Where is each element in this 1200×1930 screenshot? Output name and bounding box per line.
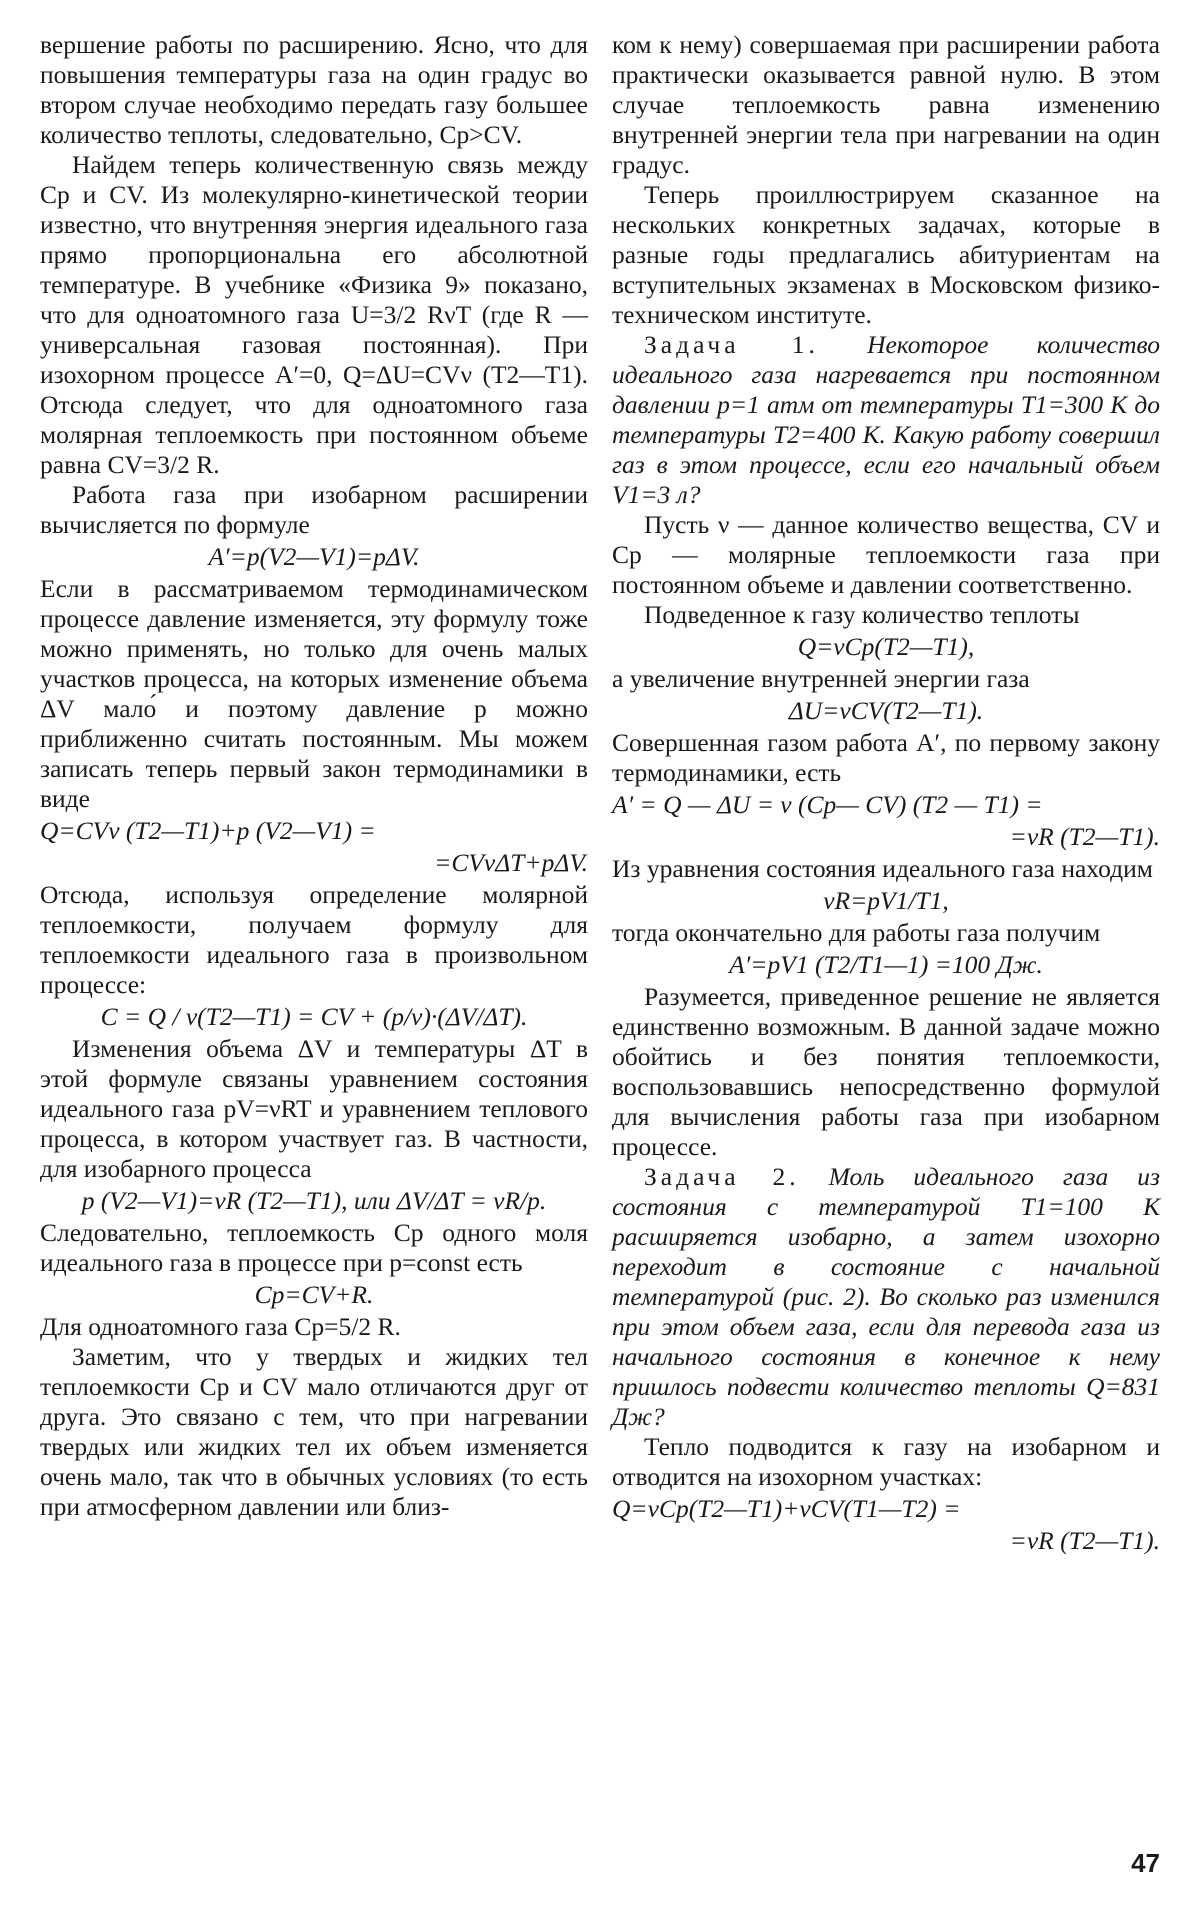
left-column: [40, 30, 588, 1522]
formula: =CVνΔT+pΔV.: [434, 848, 588, 877]
paragraph: Отсюда, используя определение молярной теплоемкости, получаем формулу для теплоемкости идеального газа в произвольном процессе:: [40, 880, 588, 999]
paragraph: Разумеется, приведенное решение не является единственно возможным. В данной задаче можно обойтись и без понятия теплоемкости, воспользовавшись непосредственно формулой для вычисления работы газа при изобарном процессе.: [612, 982, 1160, 1161]
formula: =νR (T2—T1).: [1009, 1526, 1160, 1555]
formula: νR=pV1/T1,: [823, 886, 949, 915]
paragraph: Теперь проиллюстрируем сказанное на нескольких конкретных задачах, которые в разные годы предлагались абитуриентам на вступительных экзаменах в Московском физико-техническом институте.: [612, 180, 1160, 329]
paragraph: Пусть ν — данное количество вещества, CV и Cp — молярные теплоемкости газа при постоянном объеме и давлении соответственно.: [612, 510, 1160, 599]
paragraph: Работа газа при изобарном расширении вычисляется по формуле: [40, 480, 588, 539]
formula: A′=pV1 (T2/T1—1) =100 Дж.: [729, 950, 1043, 979]
formula: Q=CVν (T2—T1)+p (V2—V1) =: [40, 816, 376, 845]
paragraph: Для одноатомного газа Cp=5/2 R.: [40, 1312, 401, 1341]
paragraph: вершение работы по расширению. Ясно, что для повышения температуры газа на один градус во втором случае необходимо передать газу большее количество теплоты, следовательно, Cp>CV.: [40, 30, 588, 149]
paragraph: Найдем теперь количественную связь между Cp и CV. Из молекулярно-кинетической теории известно, что внутренняя энергия идеального газа прямо пропорциональна его абсолютной температуре. В учебнике «Физика 9» показано, что для одноатомного газа U=3/2 RνT (где R — универсальная газовая постоянная). При изохорном процессе A′=0, Q=ΔU=CVν (T2—T1). Отсюда следует, что для одноатомного газа молярная теплоемкость при постоянном объеме равна CV=3/2 R.: [40, 150, 588, 479]
paragraph: Изменения объема ΔV и температуры ΔT в этой формуле связаны уравнением состояния идеального газа pV=νRT и уравнением теплового процесса, в котором участвует газ. В частности, для изобарного процесса: [40, 1034, 588, 1183]
task-label: Задача 1.: [644, 330, 819, 359]
paragraph: Если в рассматриваемом термодинамическом процессе давление изменяется, эту формулу тоже можно применять, но только для очень малых участков процесса, на которых изменение объема ΔV мало́ и поэтому давление p можно приближенно считать постоянным. Мы можем записать теперь первый закон термодинамики в виде: [40, 574, 588, 813]
formula: C = Q / ν(T2—T1) = CV + (p/ν)·(ΔV/ΔT).: [100, 1002, 528, 1031]
task-1: [612, 330, 1160, 510]
formula: Cp=CV+R.: [254, 1280, 374, 1309]
task-2: [612, 1162, 1160, 1432]
task-text: Некоторое количество идеального газа нагревается при постоянном давлении p=1 атм от температуры T1=300 К до температуры T2=400 К. Какую работу совершил газ в этом процессе, если его начальный объем V1=3 л?: [612, 330, 1160, 509]
formula: A′ = Q — ΔU = ν (Cp— CV) (T2 — T1) =: [612, 790, 1043, 819]
paragraph: Заметим, что у твердых и жидких тел теплоемкости Cp и CV мало отличаются друг от друга. Это связано с тем, что при нагревании твердых или жидких тел их объем изменяется очень мало, так что в обычных условиях (то есть при атмосферном давлении или близ-: [40, 1342, 588, 1521]
paragraph: а увеличение внутренней энергии газа: [612, 664, 1030, 693]
paragraph: Подведенное к газу количество теплоты: [644, 600, 1080, 629]
paragraph: Следовательно, теплоемкость Cp одного моля идеального газа в процессе при p=const есть: [40, 1218, 588, 1277]
formula: Q=νCp(T2—T1),: [797, 632, 975, 661]
paragraph: Тепло подводится к газу на изобарном и отводится на изохорном участках:: [612, 1432, 1160, 1491]
page-number: 47: [1131, 1848, 1160, 1878]
formula: p (V2—V1)=νR (T2—T1), или ΔV/ΔT = νR/p.: [81, 1186, 547, 1215]
task-label: Задача 2.: [644, 1162, 800, 1191]
formula: A′=p(V2—V1)=pΔV.: [208, 542, 420, 571]
paragraph: ком к нему) совершаемая при расширении работа практически оказывается равной нулю. В этом случае теплоемкость равна изменению внутренней энергии тела при нагревании на один градус.: [612, 30, 1160, 179]
paragraph: Из уравнения состояния идеального газа находим: [612, 854, 1153, 883]
task-text: Моль идеального газа из состояния с температурой T1=100 К расширяется изобарно, а затем изохорно переходит в состояние с начальной температурой (рис. 2). Во сколько раз изменился при этом объем газа, если для перевода газа из начального состояния в конечное к нему пришлось подвести количество теплоты Q=831 Дж?: [612, 1162, 1160, 1431]
paragraph: Совершенная газом работа A′, по первому закону термодинамики, есть: [612, 728, 1160, 787]
formula: =νR (T2—T1).: [1009, 822, 1160, 851]
formula: ΔU=νCV(T2—T1).: [788, 696, 984, 725]
right-column: [612, 30, 1160, 1558]
formula: Q=νCp(T2—T1)+νCV(T1—T2) =: [612, 1494, 961, 1523]
paragraph: тогда окончательно для работы газа получим: [612, 918, 1101, 947]
